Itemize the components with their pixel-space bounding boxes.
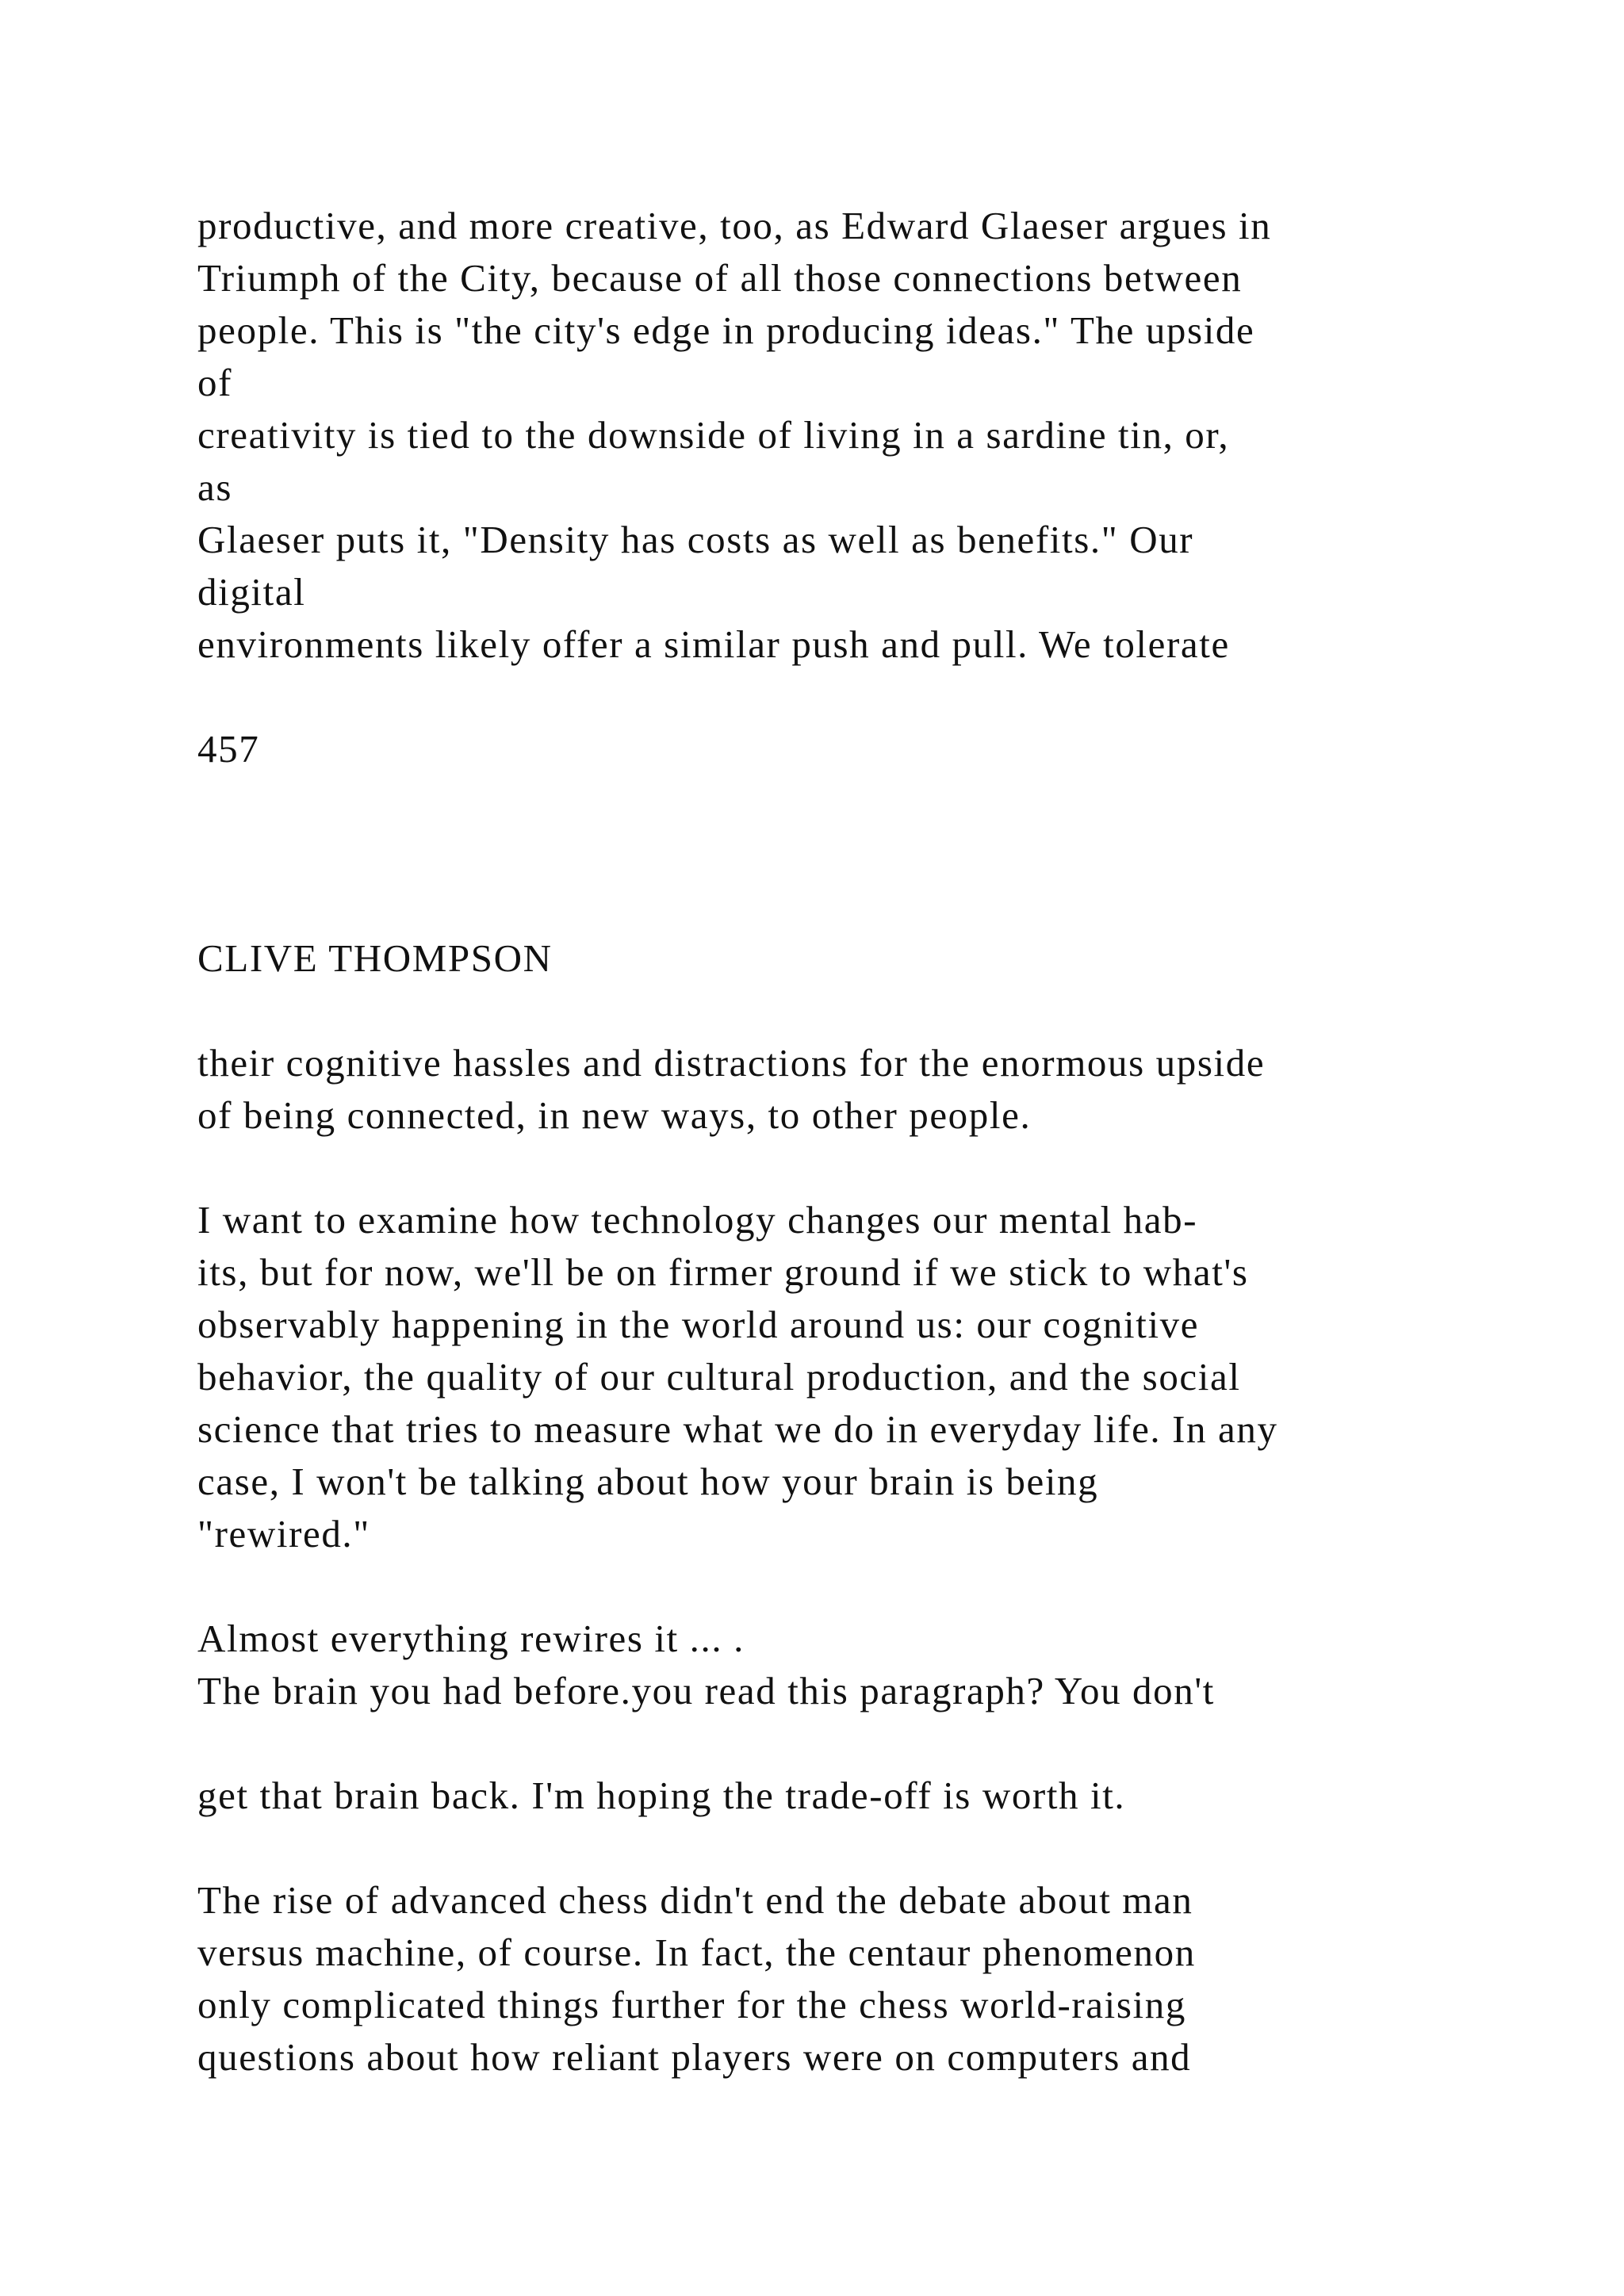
text-line: behavior, the quality of our cultural production, and the social	[197, 1355, 1241, 1399]
text-line: "rewired."	[197, 1512, 370, 1556]
text-line: their cognitive hassles and distractions for the enormous upside	[197, 1041, 1266, 1085]
text-line: The brain you had before.you read this paragraph? You don't	[197, 1669, 1215, 1712]
text-line: science that tries to measure what we do in everyday life. In any	[197, 1407, 1278, 1451]
text-line: Glaeser puts it, "Density has costs as well as benefits." Our	[197, 518, 1194, 561]
text-line: Almost everything rewires it ... .	[197, 1617, 745, 1660]
text-line: its, but for now, we'll be on firmer ground if we stick to what's	[197, 1250, 1249, 1294]
text-line: productive, and more creative, too, as Edward Glaeser argues in	[197, 204, 1272, 247]
page-number: 457	[197, 727, 260, 771]
text-line: get that brain back. I'm hoping the trade-off is worth it.	[197, 1774, 1126, 1817]
text-line: The rise of advanced chess didn't end the debate about man	[197, 1878, 1193, 1922]
text-line: versus machine, of course. In fact, the centaur phenomenon	[197, 1931, 1196, 1974]
text-line: case, I won't be talking about how your brain is being	[197, 1460, 1099, 1503]
text-line: environments likely offer a similar push and pull. We tolerate	[197, 622, 1230, 666]
text-line: questions about how reliant players were on computers and	[197, 2035, 1192, 2079]
text-line: only complicated things further for the chess world-raising	[197, 1983, 1186, 2026]
text-line: Triumph of the City, because of all those connections between	[197, 256, 1243, 300]
text-line: of	[197, 361, 233, 404]
text-line: people. This is "the city's edge in producing ideas." The upside	[197, 308, 1255, 352]
text-line: as	[197, 465, 233, 509]
running-header: CLIVE THOMPSON	[197, 936, 553, 980]
text-line: observably happening in the world around us: our cognitive	[197, 1303, 1200, 1346]
text-line: creativity is tied to the downside of living in a sardine tin, or,	[197, 413, 1230, 457]
text-line: digital	[197, 570, 306, 614]
text-line: I want to examine how technology changes our mental hab-	[197, 1198, 1198, 1242]
text-line: of being connected, in new ways, to other people.	[197, 1093, 1032, 1137]
